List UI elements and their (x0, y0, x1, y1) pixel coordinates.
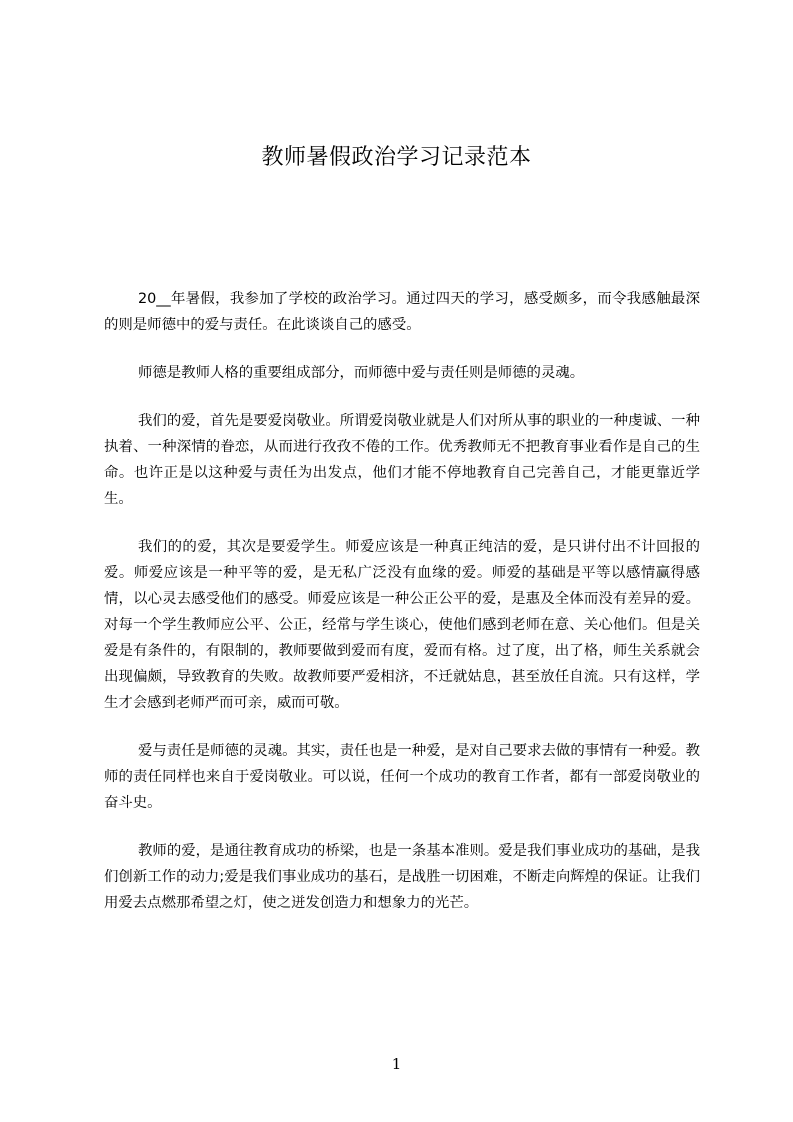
paragraph-conclusion: 教师的爱，是通往教育成功的桥梁，也是一条基本准则。爱是我们事业成功的基础，是我们创新工作的动力;爱是我们事业成功的基石，是战胜一切困难，不断走向辉煌的保证。让我们用爱去点燃那希望之灯，使之迸发创造力和想象力的光芒。 (104, 843, 700, 911)
page-number: 1 (391, 1055, 402, 1073)
paragraph-love-career: 我们的爱，首先是要爱岗敬业。所谓爱岗敬业就是人们对所从事的职业的一种虔诚、一种执着、一种深情的眷恋，从而进行孜孜不倦的工作。优秀教师无不把教育事业看作是自己的生命。也许正是以这种爱与责任为出发点，他们才能不停地教育自己完善自己，才能更靠近学生。 (104, 413, 700, 507)
paragraph-ethics: 师德是教师人格的重要组成部分，而师德中爱与责任则是师德的灵魂。 (138, 365, 585, 381)
paragraph-intro: 20__年暑假，我参加了学校的政治学习。通过四天的学习，感受颇多，而令我感触最深的则是师德中的爱与责任。在此谈谈自己的感受。 (104, 291, 700, 333)
paragraph-love-students: 我们的的爱，其次是要爱学生。师爱应该是一种真正纯洁的爱，是只讲付出不计回报的爱。师爱应该是一种平等的爱，是无私广泛没有血缘的爱。师爱的基础是平等以感情赢得感情，以心灵去感受他们的感受。师爱应该是一种公正公平的爱，是惠及全体而没有差异的爱。对每一个学生教师应公平、公正，经常与学生谈心，使他们感到老师在意、关心他们。但是关爱是有条件的，有限制的，教师要做到爱而有度，爱而有格。过了度，出了格，师生关系就会出现偏颇，导致教育的失败。故教师要严爱相济，不迁就姑息，甚至放任自流。只有这样，学生才会感到老师严而可亲，威而可敬。 (104, 539, 700, 711)
paragraph-responsibility: 爱与责任是师德的灵魂。其实，责任也是一种爱，是对自己要求去做的事情有一种爱。教师的责任同样也来自于爱岗敬业。可以说，任何一个成功的教育工作者，都有一部爱岗敬业的奋斗史。 (104, 743, 700, 811)
document-body (104, 286, 700, 938)
document-title: 教师暑假政治学习记录范本 (261, 145, 532, 170)
